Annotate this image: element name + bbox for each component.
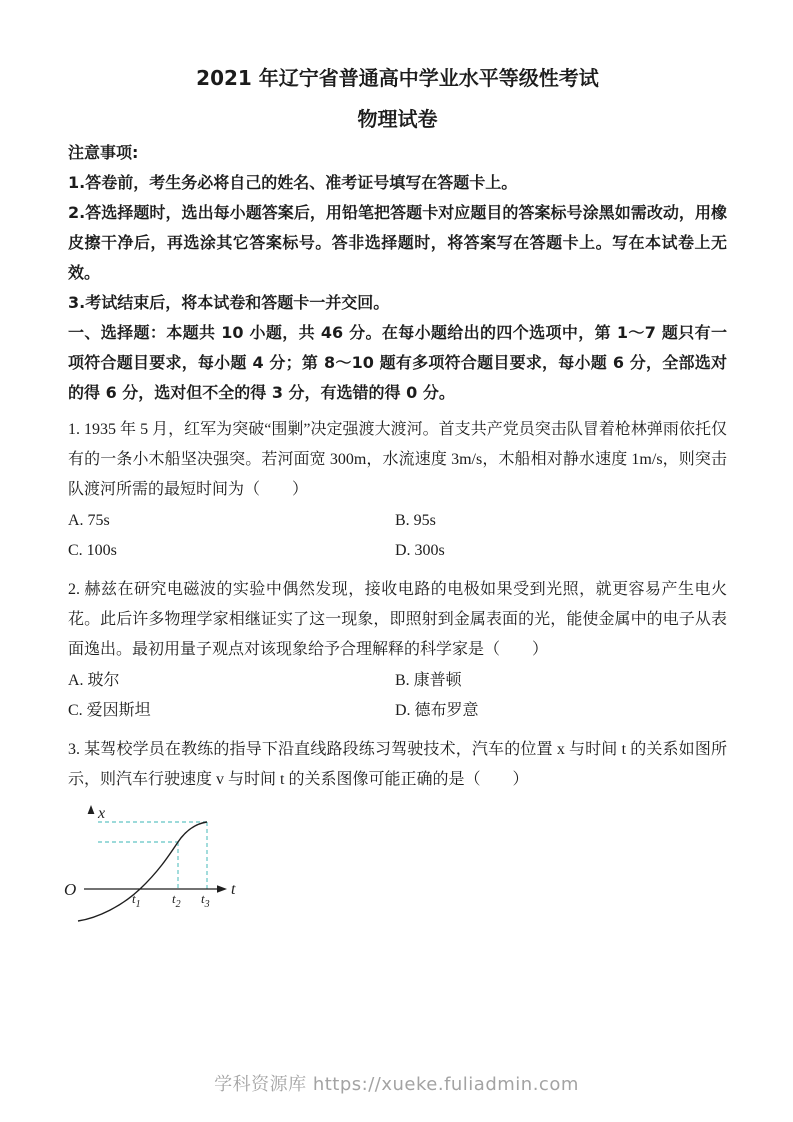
question-1-text: 1. 1935 年 5 月，红军为突破“围剿”决定强渡大渡河。首支共产党员突击队冒着枪林弹雨依托仅有的一条小木船坚决强突。若河面宽 300m，水流速度 3m/s，木船相对静水速度 1m/s，则突击队渡河所需的最短时间为（ ） [68, 421, 727, 498]
t-axis-label: t [231, 881, 236, 898]
q1-option-d: D. 300s [395, 542, 445, 559]
notice-heading: 注意事项: [68, 143, 139, 162]
q1-option-a: A. 75s [68, 512, 110, 529]
page-content [64, 64, 727, 929]
q2-option-b: B. 康普顿 [395, 672, 462, 689]
question-2-options [68, 666, 727, 726]
tick-t2 [172, 891, 181, 910]
x-t-graph [58, 799, 258, 929]
q2-option-a: A. 玻尔 [68, 672, 120, 689]
notice-item-3: 3.考试结束后，将本试卷和答题卡一并交回。 [68, 293, 390, 312]
origin-label: O [64, 880, 77, 899]
section-one-heading: 一、选择题：本题共 10 小题，共 46 分。在每小题给出的四个选项中，第 1～7 题只有一项符合题目要求，每小题 4 分；第 8～10 题有多项符合题目要求，每小题 6 分，全部选对的得 6 分，选对但不全的得 3 分，有选错的得 0 分。 [68, 323, 727, 402]
tick-t2-base: t [172, 891, 176, 906]
tick-t3 [201, 891, 210, 910]
t-axis-arrow-icon [217, 885, 227, 892]
question-2-text: 2. 赫兹在研究电磁波的实验中偶然发现，接收电路的电极如果受到光照，就更容易产生电火花。此后许多物理学家相继证实了这一现象，即照射到金属表面的光，能使金属中的电子从表面逸出。最初用量子观点对该现象给予合理解释的科学家是（ ） [68, 581, 727, 658]
tick-t1-base: t [132, 891, 136, 906]
q2-option-c: C. 爱因斯坦 [68, 702, 151, 719]
question-3-figure [58, 799, 258, 929]
question-1-options [68, 506, 727, 566]
tick-t3-sub: 3 [204, 899, 210, 910]
question-3-text: 3. 某驾校学员在教练的指导下沿直线路段练习驾驶技术，汽车的位置 x 与时间 t 的关系如图所示，则汽车行驶速度 v 与时间 t 的关系图像可能正确的是（ ） [68, 741, 727, 788]
y-axis-label: x [98, 805, 106, 822]
q2-option-d: D. 德布罗意 [395, 702, 479, 719]
tick-t3-base: t [201, 891, 205, 906]
q1-option-b: B. 95s [395, 512, 436, 529]
notice-item-2: 2.答选择题时，选出每小题答案后，用铅笔把答题卡对应题目的答案标号涂黑如需改动，用橡皮擦干净后，再选涂其它答案标号。答非选择题时，将答案写在答题卡上。写在本试卷上无效。 [68, 203, 727, 282]
tick-t1-sub: 1 [135, 899, 141, 910]
page-title: 2021 年辽宁省普通高中学业水平等级性考试 [196, 66, 599, 90]
y-axis-arrow-icon [88, 805, 95, 814]
tick-t1 [132, 891, 141, 910]
x-t-curve [78, 822, 207, 921]
q1-option-c: C. 100s [68, 542, 117, 559]
notice-item-1: 1.答卷前，考生务必将自己的姓名、准考证号填写在答题卡上。 [68, 173, 518, 192]
watermark-footer: 学科资源库 https://xueke.fuliadmin.com [214, 1074, 579, 1095]
tick-t2-sub: 2 [175, 899, 181, 910]
page-subtitle: 物理试卷 [357, 107, 438, 131]
